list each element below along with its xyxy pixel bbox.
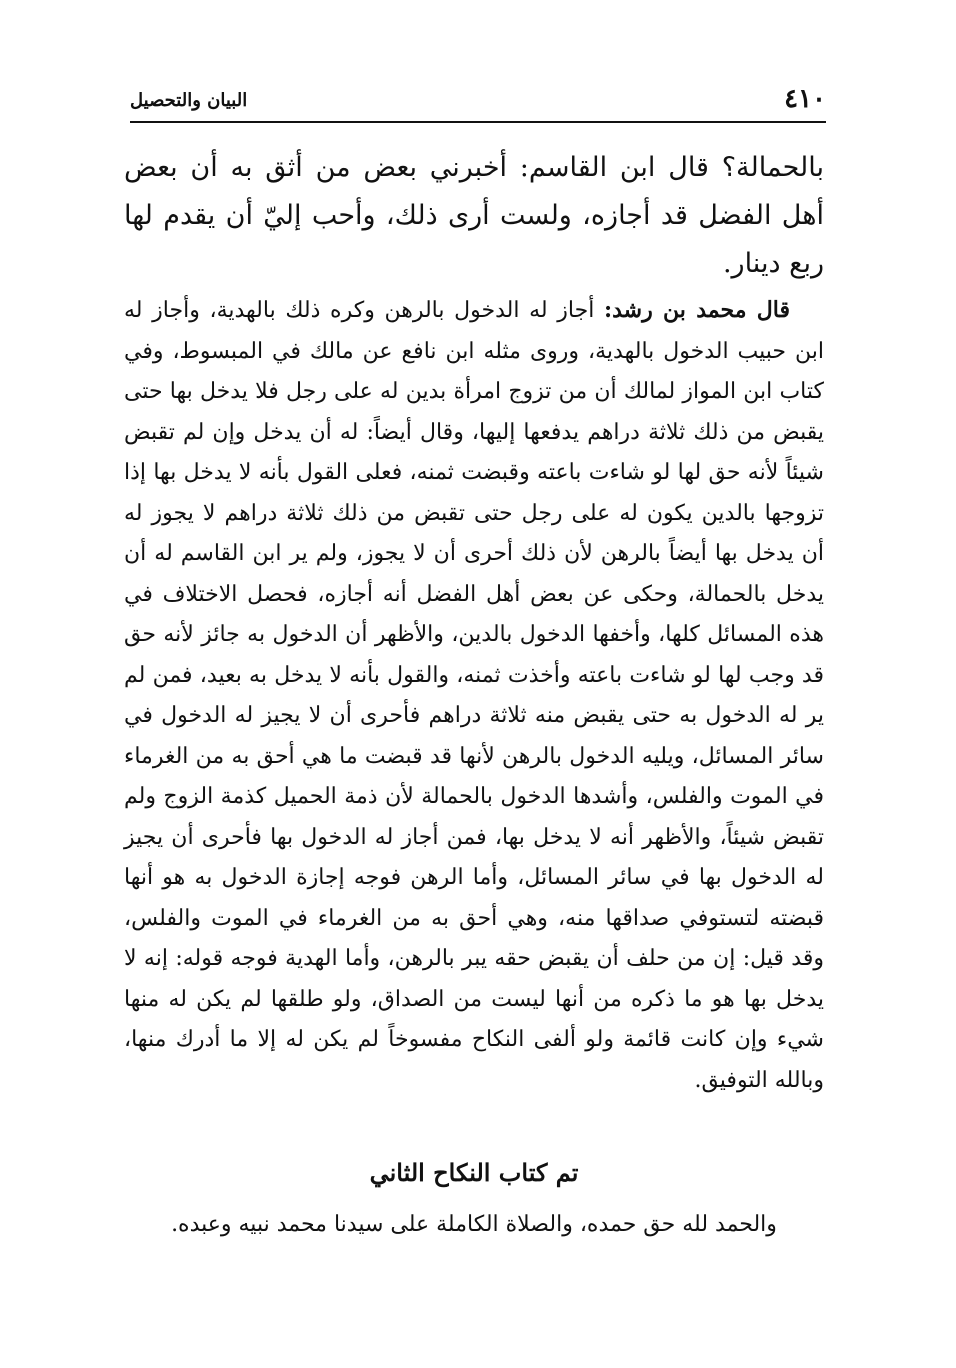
- paragraph-2-text: أجاز له الدخول بالرهن وكره ذلك بالهدية، وأجاز له ابن حبيب الدخول بالهدية، وروى مثله ابن نافع عن مالك في المبسوط، وفي كتاب ابن المواز لمالك أن من تزوج امرأة بدين له على رجل فلا يدخل بها حتى يقبض من ذلك ثلاثة دراهم يدفعها إليها، وقال أيضاً: له أن يدخل وإن لم تقبض شيئاً لأنه حق لها لو شاءت باعته وقبضت ثمنه، فعلى القول بأنه لا يدخل بها إذا تزوجها بالدين يكون له على رجل حتى تقبض من ذلك ثلاثة دراهم لا يجوز له أن يدخل بها أيضاً بالرهن لأن ذلك أحرى أن لا يجوز، ولم ير ابن القاسم له أن يدخل بالحمالة، وحكى عن بعض أهل الفضل أنه أجازه، فحصل الاختلاف في هذه المسائل كلها، وأخفها الدخول بالدين، والأظهر أن الدخول به جائز لأنه حق قد وجب لها لو شاءت باعته وأخذت ثمنه، والقول بأنه لا يدخل به بعيد، فمن لم ير له الدخول به حتى يقبض منه ثلاثة دراهم فأحرى أن لا يجيز له الدخول في سائر المسائل، ويليه الدخول بالرهن لأنها قد قبضت ما هي أحق به من الغرماء في الموت والفلس، وأشدها الدخول بالحمالة لأن ذمة الحميل كذمة الزوج ولم تقبض شيئاً، والأظهر أنه لا يدخل بها، فمن أجاز له الدخول بها فأحرى أن يجيز له الدخول بها في سائر المسائل، وأما الرهن فوجه إجازة الدخول به هو أنها قبضته لتستوفي صداقها منه، وهي أحق به من الغرماء في الموت والفلس، وقد قيل: إن من حلف أن يقبض حقه يبر بالرهن، وأما الهدية فوجه قوله: إنه لا يدخل بها هو ما ذكره من أنها ليست من الصداق، ولو طلقها لم يكن له منها شيء وإن كانت قائمة ولو ألفى النكاح مفسوخاً لم يكن له إلا ما أدرك منها، وبالله التوفيق.: [124, 298, 824, 1093]
- paragraph-1: بالحمالة؟ قال ابن القاسم: أخبرني بعض من أثق به أن بعض أهل الفضل قد أجازه، ولست أرى ذلك، وأحب إليّ أن يقدم لها ربع دينار.: [124, 152, 824, 279]
- body-text: [124, 144, 824, 1101]
- closing-doxology: والحمد لله حق حمده، والصلاة الكاملة على سيدنا محمد نبيه وعبده.: [171, 1212, 777, 1237]
- paragraph-2: [124, 290, 824, 1101]
- speaker-label: قال محمد بن رشد:: [603, 297, 791, 323]
- closing-title: تم كتاب النكاح الثاني: [369, 1158, 579, 1187]
- page-header: [130, 84, 826, 118]
- running-title: البيان والتحصيل: [130, 90, 248, 111]
- page-number: ٤١٠: [784, 84, 826, 114]
- header-rule: [130, 121, 826, 123]
